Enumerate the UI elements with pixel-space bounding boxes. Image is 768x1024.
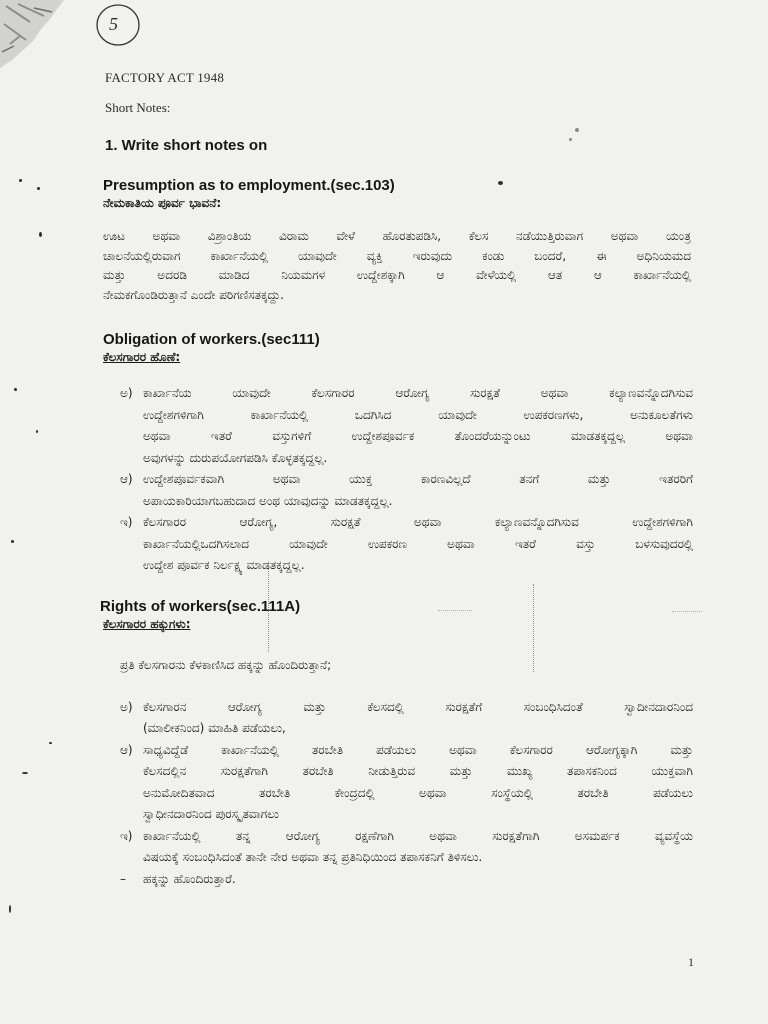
text-line: ಹಕ್ಕನ್ನು ಹೊಂದಿರುತ್ತಾರೆ.: [143, 871, 236, 886]
instruction-heading: 1. Write short notes on: [105, 137, 268, 154]
text-line: ಕಾರ್ಖಾನೆಯಲ್ಲಿಒದಗಿಸಲಾದ ಯಾವುದೇ ಉಪಕರಣ ಅಥವಾ ಇತರೆ ವಸ್ತು ಬಳಸುವುದರಲ್ಲಿ: [143, 536, 693, 551]
section-heading-obligation: Obligation of workers.(sec111): [103, 331, 320, 348]
list-item-text: [143, 869, 693, 891]
list-item-text: [143, 826, 693, 869]
list-marker: ಆ): [120, 472, 133, 486]
list-item: [120, 512, 693, 577]
text-line: ಸ್ವಾಧೀನದಾರನಿಂದ ಪುರಸ್ಕೃತವಾಗಲು: [143, 807, 279, 821]
text-line: ನೇಮಕಗೊಂಡಿರುತ್ತಾನೆ ಎಂದೇ ಪರಿಗಣಿಸತಕ್ಕದ್ದು.: [103, 287, 284, 302]
section-subheading: ನೇಮಕಾತಿಯ ಪೂರ್ವ ಭಾವನೆ:: [103, 196, 222, 210]
list-item: [120, 697, 693, 740]
section-subheading: ಕೆಲಸಗಾರರ ಹಕ್ಕುಗಳು:: [103, 616, 191, 631]
text-line: ಅಪಾಯಕಾರಿಯಾಗಬಹುದಾದ ಅಂಥ ಯಾವುದನ್ನು ಮಾಡತಕ್ಕದ್ದಲ್ಲ.: [143, 493, 393, 508]
text-line: ಅವುಗಳನ್ನು ದುರುಪಯೋಗಪಡಿಸಿ ಕೊಳ್ಳತಕ್ಕದ್ದಲ್ಲ.: [143, 450, 328, 465]
document-subtitle: Short Notes:: [105, 100, 171, 115]
scan-speck: [9, 905, 11, 913]
list-item: [120, 383, 693, 469]
list-marker: ಆ): [120, 742, 133, 757]
section-heading-rights: Rights of workers(sec.111A): [100, 597, 301, 615]
page-number: 1: [688, 955, 694, 969]
text-line: ಉದ್ದೇಶ ಪೂರ್ವಕ ನಿರ್ಲಕ್ಷ್ಯ ಮಾಡತಕ್ಕದ್ದಲ್ಲ.: [143, 558, 305, 572]
text-line: ಅನುಮೋದಿತವಾದ ತರಬೇತಿ ಕೇಂದ್ರದಲ್ಲಿ ಅಥವಾ ಸಂಸ್ಥೆಯಲ್ಲಿ ತರಬೇತಿ ಪಡೆಯಲು: [143, 785, 693, 800]
text-line: ಕಾರ್ಖಾನೆಯ ಯಾವುದೇ ಕೆಲಸಗಾರರ ಆರೋಗ್ಯ ಸುರಕ್ಷತೆ ಅಥವಾ ಕಲ್ಯಾಣವನ್ನೊದಗಿಸುವ: [143, 386, 693, 400]
text-line: ಕಾರ್ಖಾನೆಯಲ್ಲಿ ತನ್ನ ಆರೋಗ್ಯ ರಕ್ಷಣೆಗಾಗಿ ಅಥವಾ ಸುರಕ್ಷತೆಗಾಗಿ ಅಸಮರ್ಪಕ ವ್ಯವಸ್ಥೆಯ: [143, 828, 693, 843]
list-item-text: [143, 469, 693, 512]
text-line: ಉದ್ದೇಶಪೂರ್ವಕವಾಗಿ ಅಥವಾ ಯುಕ್ತ ಕಾರಣವಿಲ್ಲದೆ ತನಗೆ ಮತ್ತು ಇತರರಿಗೆ: [143, 472, 693, 486]
text-line: ವಿಷಯಕ್ಕೆ ಸಂಬಂಧಿಸಿದಂತೆ ತಾನೇ ನೇರ ಅಥವಾ ತನ್ನ ಪ್ರತಿನಿಧಿಯಿಂದ ತಪಾಸಕನಿಗೆ ತಿಳಿಸಲು.: [143, 850, 483, 864]
text-line: (ಮಾಲೀಕನಿಂದ) ಮಾಹಿತಿ ಪಡೆಯಲು,: [143, 721, 286, 735]
list-item-text: [143, 697, 693, 740]
dash-marker: –: [120, 871, 126, 886]
list-item: [120, 740, 693, 826]
text-line: ಅಥವಾ ಇತರೆ ವಸ್ತುಗಳಿಗೆ ಉದ್ದೇಶಪೂರ್ವಕ ತೊಂದರೆಯನ್ನುಂಟು ಮಾಡತಕ್ಕದ್ದಲ್ಲ ಅಥವಾ: [143, 429, 693, 443]
section-intro: ಪ್ರತಿ ಕೆಲಸಗಾರನು ಕೆಳಕಾಣಿಸಿದ ಹಕ್ಕನ್ನು ಹೊಂದಿರುತ್ತಾನೆ;: [120, 657, 332, 672]
text-line: ಕೆಲಸಗಾರರ ಆರೋಗ್ಯ, ಸುರಕ್ಷತೆ ಅಥವಾ ಕಲ್ಯಾಣವನ್ನೊದಗಿಸುವ ಉದ್ದೇಶಗಳಿಗಾಗಿ: [143, 515, 693, 529]
list-item-text: [143, 383, 693, 469]
closing-line: [120, 869, 693, 891]
list-marker: ಇ): [120, 515, 133, 529]
list-item-text: [143, 740, 693, 826]
section-subheading: ಕೆಲಸಗಾರರ ಹೊಣೆ:: [103, 350, 181, 364]
list-marker: ಅ): [120, 386, 133, 400]
rights-list: [120, 697, 693, 891]
section-paragraph: [103, 227, 691, 305]
text-line: ಊಟ ಅಥವಾ ವಿಶ್ರಾಂತಿಯ ವಿರಾಮ ವೇಳೆ ಹೊರತುಪಡಿಸಿ, ಕೆಲಸ ನಡೆಯುತ್ತಿರುವಾಗ ಅಥವಾ ಯಂತ್ರ: [103, 229, 691, 243]
text-line: ಮತ್ತು ಅದರಡಿ ಮಾಡಿದ ನಿಯಮಗಳ ಉದ್ದೇಶಕ್ಕಾಗಿ ಆ ವೇಳೆಯಲ್ಲಿ ಆತ ಆ ಕಾರ್ಖಾನೆಯಲ್ಲಿ: [103, 268, 691, 282]
list-marker: ಇ): [120, 828, 133, 843]
text-line: ಕೆಲಸಗಾರನ ಆರೋಗ್ಯ ಮತ್ತು ಕೆಲಸದಲ್ಲಿ ಸುರಕ್ಷತೆಗೆ ಸಂಬಂಧಿಸಿದಂತೆ ಸ್ವಾದೀನದಾರನಿಂದ: [143, 699, 693, 714]
list-item: [120, 826, 693, 869]
list-marker: ಅ): [120, 699, 133, 714]
list-item-text: [143, 512, 693, 577]
section-heading-presumption: Presumption as to employment.(sec.103): [103, 177, 395, 194]
margin-mark-number: 5: [109, 14, 118, 34]
list-item: [120, 469, 693, 512]
text-line: ಉದ್ದೇಶಗಳಿಗಾಗಿ ಕಾರ್ಖಾನೆಯಲ್ಲಿ ಒದಗಿಸಿದ ಯಾವುದೇ ಉಪಕರಣಗಳು, ಅನುಕೂಲತೆಗಳು: [143, 407, 693, 422]
text-line: ಚಾಲನೆಯಲ್ಲಿರುವಾಗ ಕಾರ್ಖಾನೆಯಲ್ಲಿ ಯಾವುದೇ ವ್ಯಕ್ತಿ ಇರುವುದು ಕಂಡು ಬಂದರೆ, ಈ ಅಧಿನಿಯಮದ: [103, 248, 691, 263]
text-line: ಸಾಧ್ಯವಿದ್ದೆಡೆ ಕಾರ್ಖಾನೆಯಲ್ಲಿ ತರಬೇತಿ ಪಡೆಯಲು ಅಥವಾ ಕೆಲಸಗಾರರ ಆರೋಗ್ಯಕ್ಕಾಗಿ ಮತ್ತು: [143, 742, 693, 757]
text-line: ಕೆಲಸದಲ್ಲಿನ ಸುರಕ್ಷತೆಗಾಗಿ ತರಬೇತಿ ನೀಡುತ್ತಿರುವ ಮತ್ತು ಮುಖ್ಯ ತಪಾಸಕನಿಂದ ಯುಕ್ತವಾಗಿ: [143, 764, 693, 778]
obligation-list: [120, 383, 693, 577]
document-title: FACTORY ACT 1948: [105, 70, 225, 85]
